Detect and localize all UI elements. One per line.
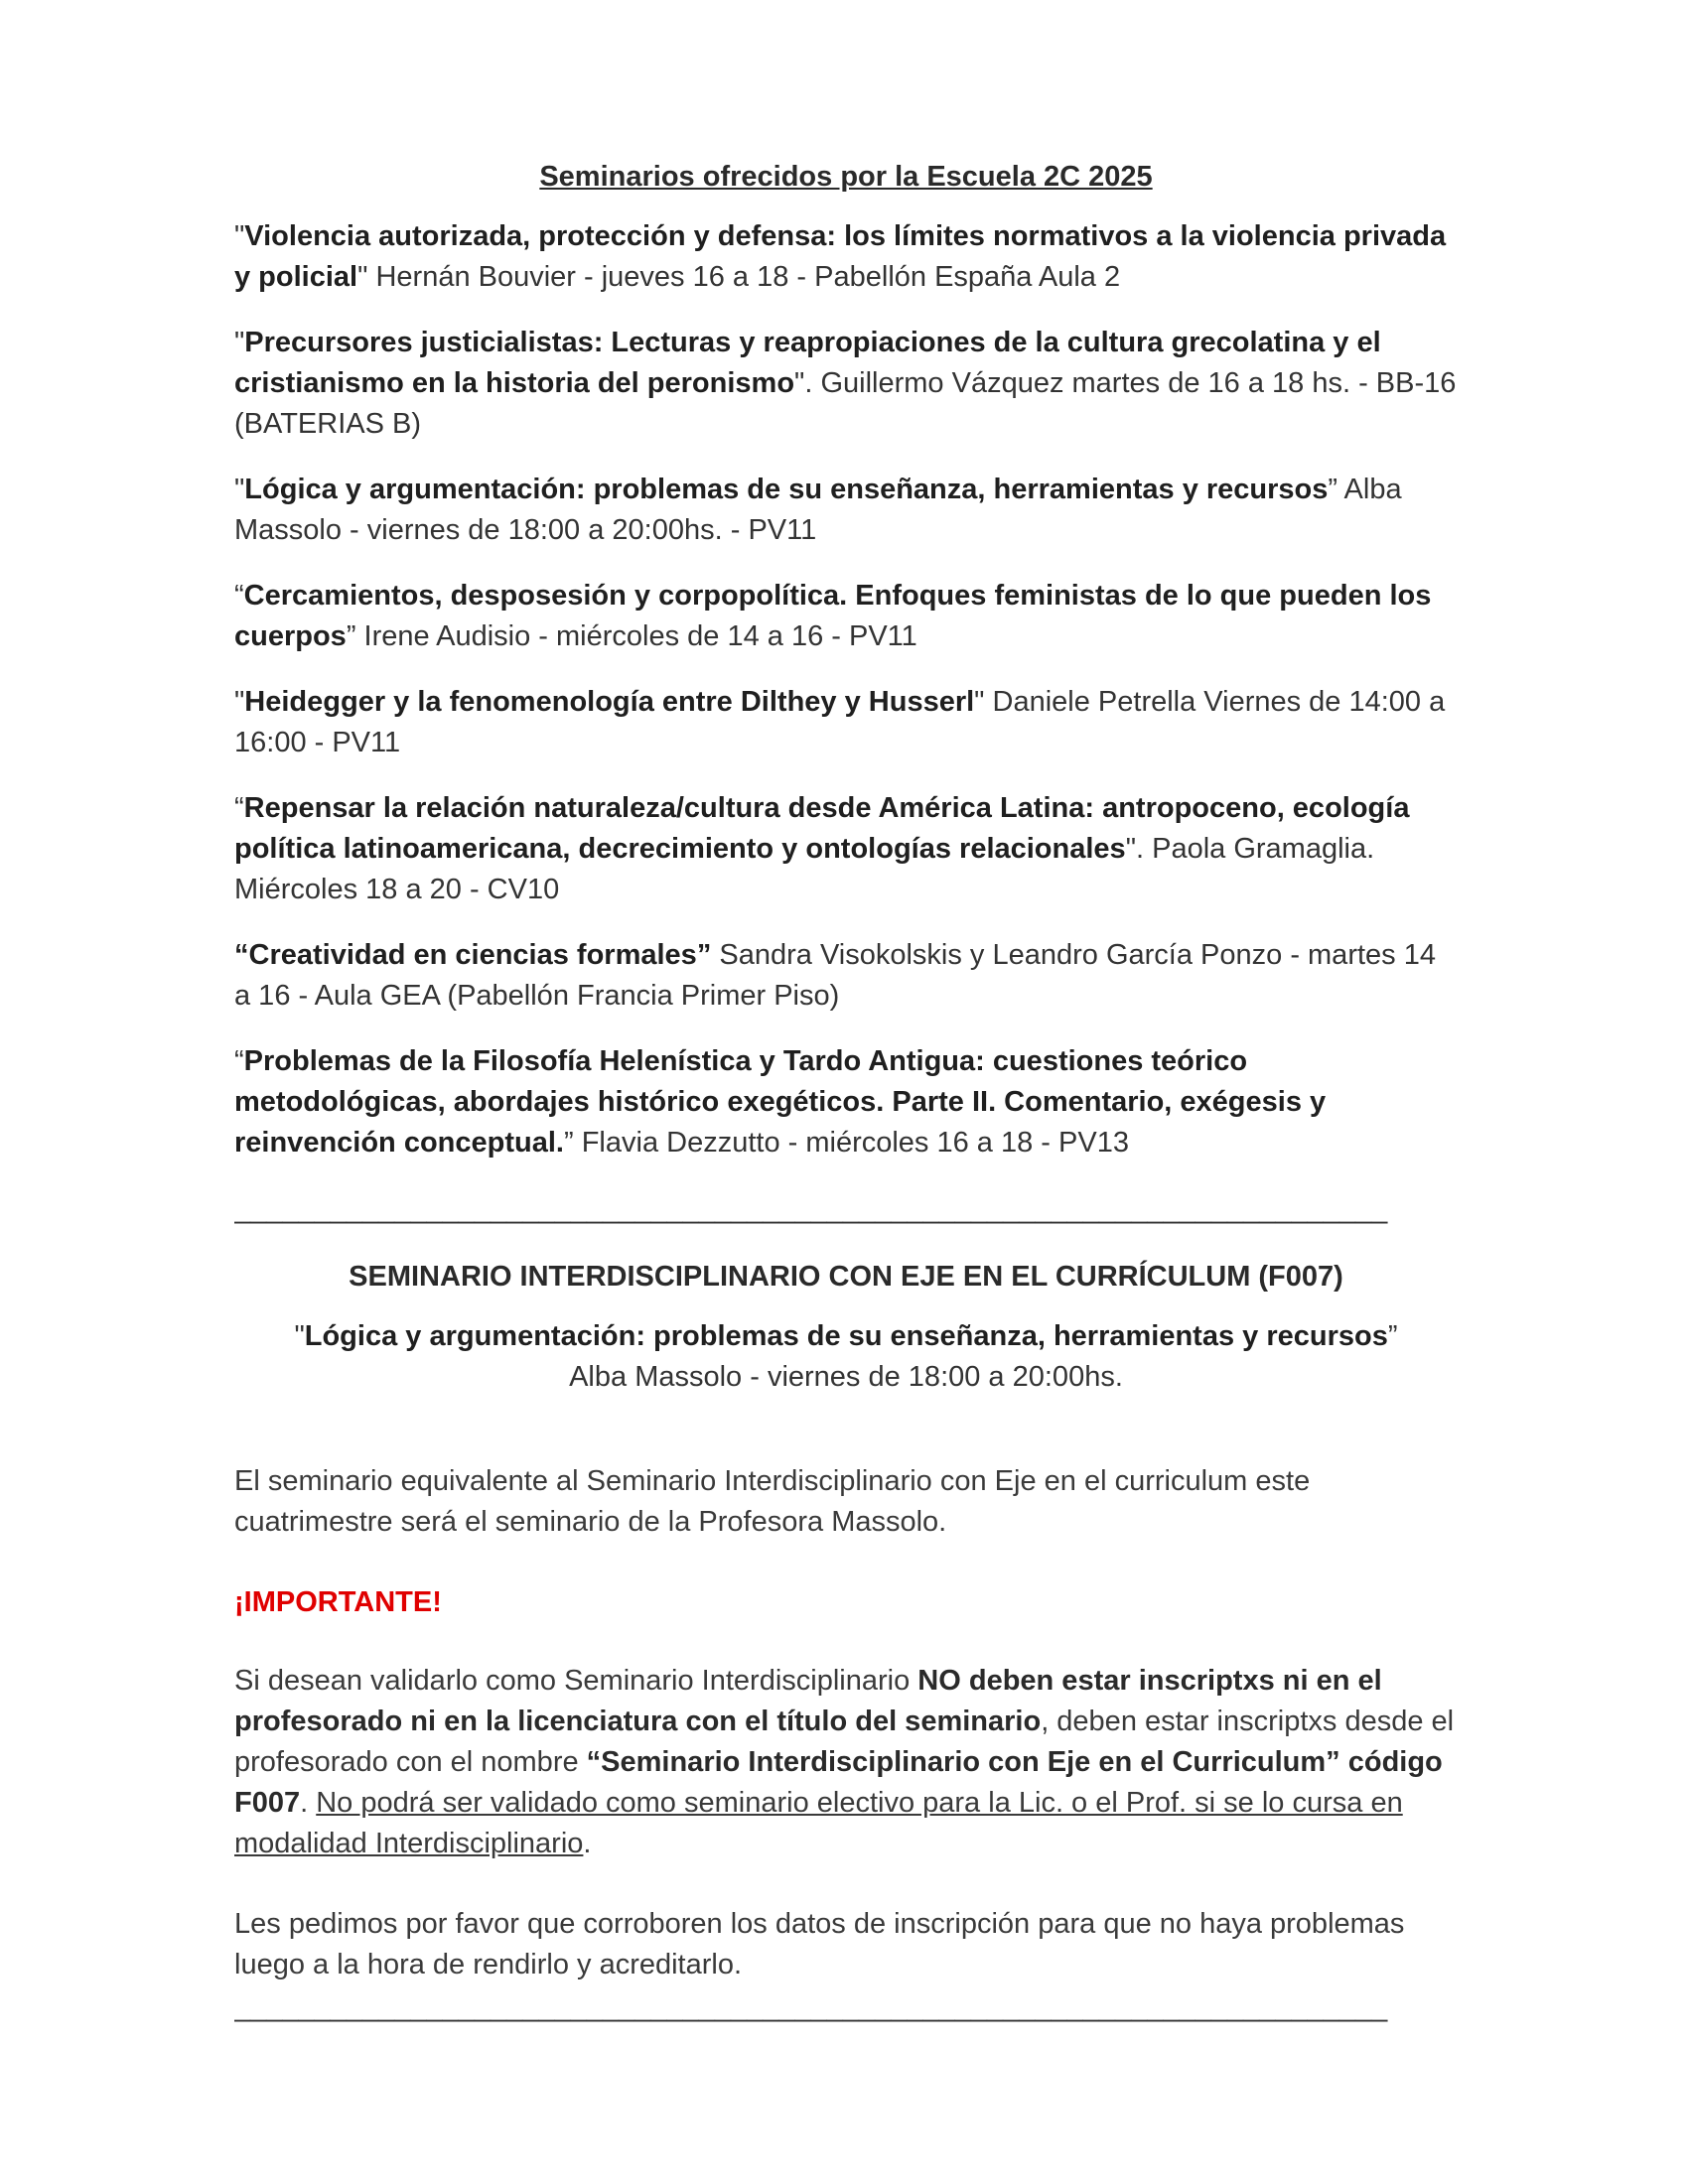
seminar-close-quote: ” — [563, 1127, 574, 1159]
seminar-title: Repensar la relación naturaleza/cultura desde América Latina: antropoceno, ecología política latinoamericana, decrecimiento y ontologías relacionales — [234, 792, 1410, 865]
seminar-title: Lógica y argumentación: problemas de su enseñanza, herramientas y recursos — [304, 1320, 1388, 1352]
seminar-title: Cercamientos, desposesión y corpopolítica. Enfoques feministas de lo que pueden los cuerpos — [234, 580, 1432, 652]
seminar-details: Paola Gramaglia. Miércoles 18 a 20 - CV10 — [234, 833, 1375, 905]
seminar-close-quote: ". — [794, 367, 813, 399]
validation-text: . — [300, 1787, 317, 1819]
seminar-open-quote: " — [234, 474, 245, 505]
seminar-title: Problemas de la Filosofía Helenística y Tardo Antigua: cuestiones teórico metodológicas, abordajes histórico exegéticos. Parte II. Comentario, exégesis y reinvención conceptual. — [234, 1045, 1327, 1159]
seminar-close-quote: ” — [1387, 1320, 1398, 1352]
seminar-title: “Creatividad en ciencias formales” — [234, 939, 712, 971]
seminar-open-quote: “ — [234, 580, 244, 612]
seminar-details: Hernán Bouvier - jueves 16 a 18 - Pabellón España Aula 2 — [367, 261, 1121, 293]
seminar-close-quote: ” — [1328, 474, 1338, 505]
seminar-entry — [234, 788, 1458, 910]
section-heading: SEMINARIO INTERDISCIPLINARIO CON EJE EN EL CURRÍCULUM (F007) — [349, 1261, 1343, 1293]
validation-underlined-note: No podrá ser validado como seminario electivo para la Lic. o el Prof. si se lo cursa en modalidad Interdisciplinario — [234, 1787, 1403, 1859]
seminar-details: Daniele Petrella Viernes de 14:00 a 16:00 - PV11 — [234, 686, 1446, 758]
seminar-close-quote: ” — [346, 620, 356, 652]
equivalence-paragraph: El seminario equivalente al Seminario Interdisciplinario con Eje en el curriculum este cuatrimestre será el seminario de la Profesora Massolo. — [234, 1465, 1311, 1538]
seminar-entry — [234, 935, 1458, 1017]
seminar-entry — [234, 576, 1458, 657]
validation-bold-warning: NO deben estar inscriptxs ni en el profesorado ni en la licenciatura con el título del seminario — [234, 1665, 1382, 1737]
seminar-open-quote: " — [234, 220, 245, 252]
seminar-close-quote: ". — [1125, 833, 1145, 865]
seminar-open-quote: " — [234, 686, 245, 718]
seminar-title: Precursores justicialistas: Lecturas y reapropiaciones de la cultura grecolatina y el cristianismo en la historia del peronismo — [234, 327, 1381, 399]
seminar-open-quote: " — [234, 327, 245, 358]
validation-paragraph — [234, 1661, 1458, 1864]
seminar-title: Violencia autorizada, protección y defensa: los límites normativos a la violencia privada y policial — [234, 220, 1447, 293]
interdisciplinary-seminar — [234, 1316, 1458, 1398]
important-label: ¡IMPORTANTE! — [234, 1586, 442, 1618]
seminar-open-quote: " — [294, 1320, 305, 1352]
seminar-entry — [234, 323, 1458, 445]
validation-text: Si desean validarlo como Seminario Interdisciplinario — [234, 1665, 918, 1697]
seminar-entry — [234, 216, 1458, 298]
seminar-close-quote: " — [357, 261, 368, 293]
seminar-details: Alba Massolo - viernes de 18:00 a 20:00hs. — [569, 1361, 1123, 1393]
seminar-details: Alba Massolo - viernes de 18:00 a 20:00hs. - PV11 — [234, 474, 1402, 546]
seminar-open-quote: “ — [234, 792, 244, 824]
page-title: Seminarios ofrecidos por la Escuela 2C 2025 — [539, 161, 1153, 193]
seminar-open-quote: “ — [234, 1045, 244, 1077]
interdisciplinary-seminar-title-line — [234, 1316, 1458, 1357]
seminar-details: Irene Audisio - miércoles de 14 a 16 - PV11 — [355, 620, 917, 652]
seminar-details: Sandra Visokolskis y Leandro García Ponzo - martes 14 a 16 - Aula GEA (Pabellón Francia Primer Piso) — [234, 939, 1436, 1012]
seminar-entry — [234, 470, 1458, 551]
seminar-title: Heidegger y la fenomenología entre Dilthey y Husserl — [244, 686, 975, 718]
seminar-details: Guillermo Vázquez martes de 16 a 18 hs. - BB-16 (BATERIAS B) — [234, 367, 1457, 440]
validation-text: . — [583, 1828, 592, 1859]
seminar-close-quote: " — [974, 686, 985, 718]
divider-line: ________________________________________________________________________ — [234, 1193, 1388, 1225]
seminar-entry — [234, 682, 1458, 763]
seminar-title: Lógica y argumentación: problemas de su enseñanza, herramientas y recursos — [244, 474, 1329, 505]
closing-paragraph: Les pedimos por favor que corroboren los datos de inscripción para que no haya problemas luego a la hora de rendirlo y acreditarlo. — [234, 1908, 1405, 1980]
document-page — [234, 149, 1458, 2025]
seminar-entry — [234, 1041, 1458, 1163]
validation-bold-course-name: “Seminario Interdisciplinario con Eje en el Curriculum” código F007 — [234, 1746, 1443, 1819]
seminar-details: Flavia Dezzutto - miércoles 16 a 18 - PV13 — [573, 1127, 1129, 1159]
divider-line: ________________________________________________________________________ — [234, 1991, 1388, 2023]
validation-text: , deben estar inscriptxs desde el profesorado con el nombre — [234, 1706, 1455, 1778]
